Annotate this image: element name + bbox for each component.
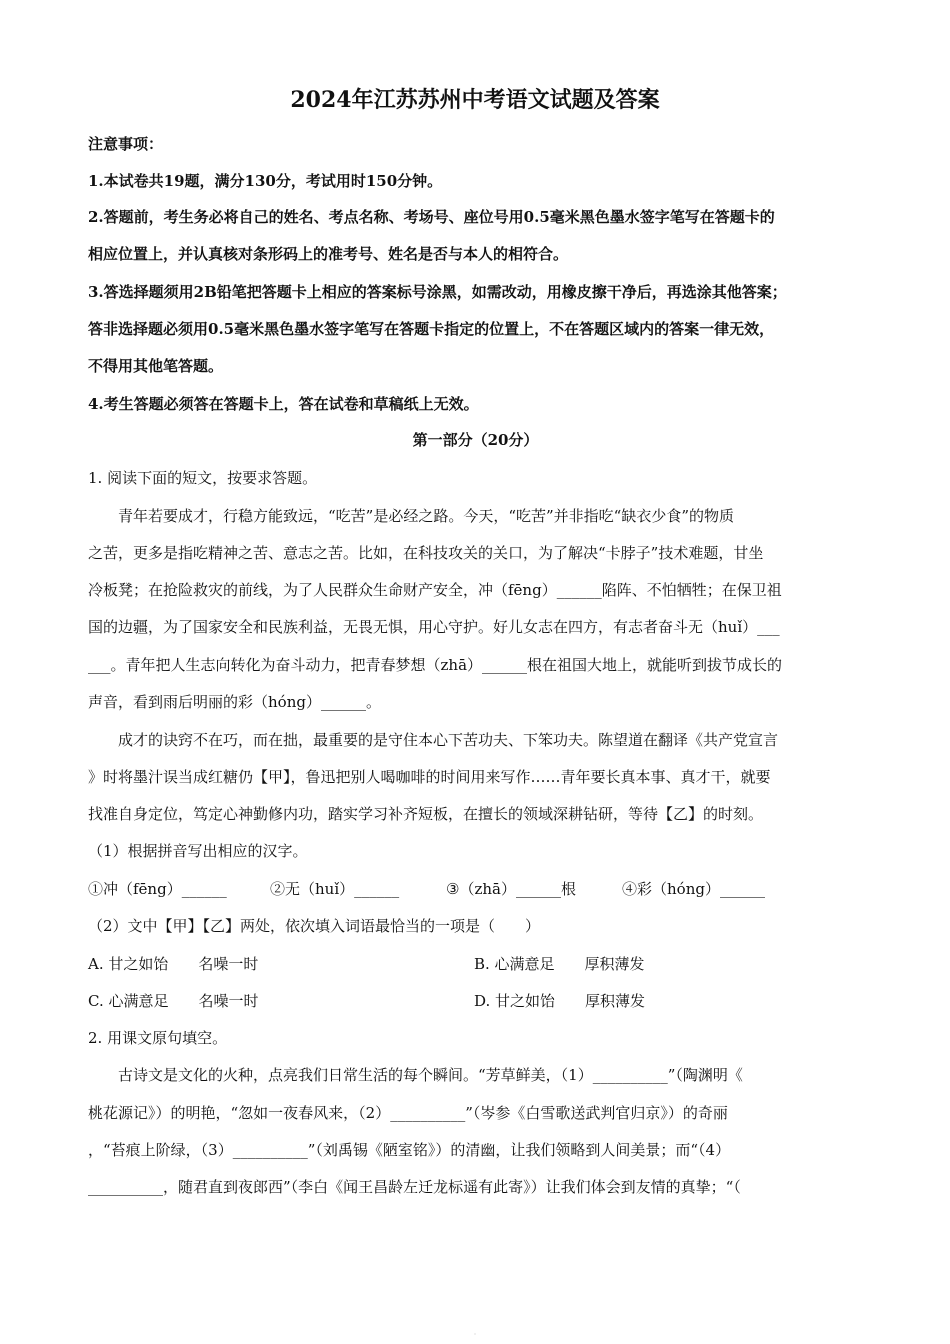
pinyin-item-4: ④彩（hóng）______ (622, 880, 765, 898)
notes-line: 1.本试卷共19题，满分130分，考试用时150分钟。 (88, 172, 443, 190)
passage-line: 桃花源记》）的明艳，“忽如一夜春风来，（2）__________”（岑参《白雪歌送武判官归京》）的奇丽 (88, 1104, 728, 1122)
passage-line: 之苦，更多是指吃精神之苦、意志之苦。比如，在科技攻关的关口，为了解决“卡脖子”技术难题，甘坐 (88, 544, 764, 562)
pinyin-item-2: ②无（huǐ）______ (270, 880, 400, 898)
passage-line: 冷板凳；在抢险救灾的前线，为了人民群众生命财产安全，冲（fēng）______陷阵、不怕牺牲；在保卫祖 (88, 581, 782, 599)
passage-line: 声音，看到雨后明丽的彩（hóng）______。 (88, 693, 381, 711)
passage-line: ___。青年把人生志向转化为奋斗动力，把青春梦想（zhā）______根在祖国大地上，就能听到拔节成长的 (88, 656, 783, 674)
page-footer-mark: · (473, 1330, 477, 1339)
notes-line: 2.答题前，考生务必将自己的姓名、考点名称、考场号、座位号用0.5毫米黑色墨水签字笔写在答题卡的 (88, 208, 775, 226)
passage-line: 成才的诀窍不在巧，而在拙，最重要的是守住本心下苦功夫、下笨功夫。陈望道在翻译《共产党宣言 (118, 731, 779, 749)
section-heading: 第一部分（20分） (412, 431, 539, 449)
passage-line: __________，随君直到夜郎西”（李白《闻王昌龄左迁龙标遥有此寄》）让我们体会到友情的真挚；“（ (88, 1178, 741, 1196)
notes-line: 相应位置上，并认真核对条形码上的准考号、姓名是否与本人的相符合。 (88, 245, 569, 263)
question-1-stem: 1. 阅读下面的短文，按要求答题。 (88, 469, 318, 487)
sub-question-1-stem: （1）根据拼音写出相应的汉字。 (88, 842, 308, 860)
page-title: 2024年江苏苏州中考语文试题及答案 (290, 87, 660, 113)
passage-line: 》时将墨汁误当成红糖仍【甲】，鲁迅把别人喝咖啡的时间用来写作……青年要长真本事、真才干，就要 (88, 768, 771, 786)
sub-question-2-stem: （2）文中【甲】【乙】两处，依次填入词语最恰当的一项是（ ） (88, 917, 541, 935)
notes-line: 4.考生答题必须答在答题卡上，答在试卷和草稿纸上无效。 (88, 395, 479, 413)
notes-line: 3.答选择题须用2B铅笔把答题卡上相应的答案标号涂黑，如需改动，用橡皮擦干净后，再选涂其他答案； (88, 283, 787, 301)
option-a: A. 甘之如饴 名噪一时 (88, 955, 259, 973)
option-b: B. 心满意足 厚积薄发 (474, 955, 645, 973)
pinyin-item-3: ③（zhā）______根 (446, 880, 576, 898)
passage-line: ，“苔痕上阶绿，（3）__________”（刘禹锡《陋室铭》）的清幽，让我们领略到人间美景；而“（4） (88, 1141, 731, 1159)
notes-heading: 注意事项： (88, 135, 164, 153)
passage-line: 找准自身定位，笃定心神勤修内功，踏实学习补齐短板，在擅长的领域深耕钻研，等待【乙】的时刻。 (88, 805, 764, 823)
notes-line: 不得用其他笔答题。 (88, 357, 224, 375)
passage-line: 古诗文是文化的火种，点亮我们日常生活的每个瞬间。“芳草鲜美，（1）__________”（陶渊明《 (118, 1066, 743, 1084)
passage-line: 青年若要成才，行稳方能致远，“吃苦”是必经之路。今天，“吃苦”并非指吃“缺衣少食”的物质 (118, 507, 735, 525)
passage-line: 国的边疆，为了国家安全和民族利益，无畏无惧，用心守护。好儿女志在四方，有志者奋斗无（huǐ）___ (88, 618, 780, 636)
option-c: C. 心满意足 名噪一时 (88, 992, 259, 1010)
option-d: D. 甘之如饴 厚积薄发 (474, 992, 646, 1010)
notes-line: 答非选择题必须用0.5毫米黑色墨水签字笔写在答题卡指定的位置上，不在答题区域内的答案一律无效， (88, 320, 775, 338)
question-2-stem: 2. 用课文原句填空。 (88, 1029, 228, 1047)
pinyin-item-1: ①冲（fēng）______ (88, 880, 227, 898)
